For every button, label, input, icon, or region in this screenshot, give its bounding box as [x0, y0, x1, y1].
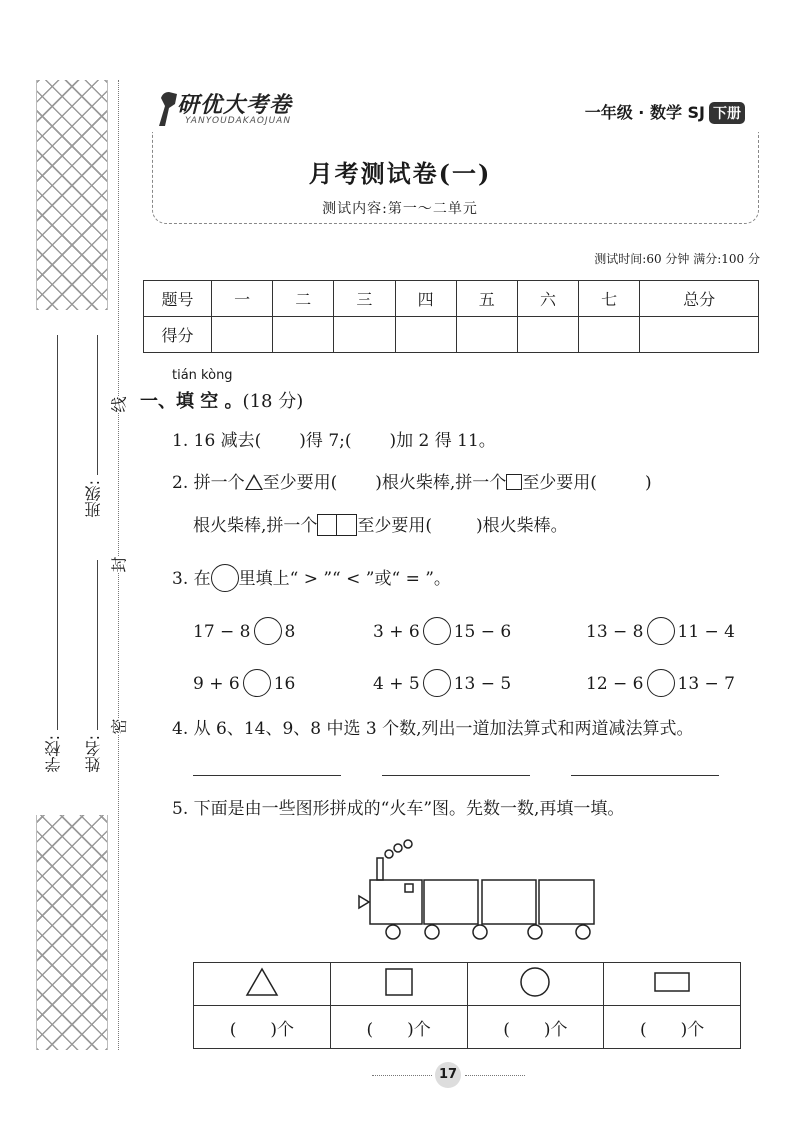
section-title — [140, 387, 303, 413]
shape-cell-square — [330, 963, 467, 1006]
score-table-header-row — [144, 281, 759, 317]
shape-count-table — [193, 962, 741, 1049]
page-subtitle: 测试内容:第一～二单元 — [322, 201, 478, 217]
engine-square — [370, 880, 422, 924]
bind-char-mi: 密 — [107, 718, 130, 734]
q2-text-c: )根火柴棒,拼一个 — [375, 473, 507, 493]
square-icon — [506, 474, 522, 490]
compare-left: 4 + 5 — [373, 674, 420, 694]
score-header-cell: 五 — [456, 281, 517, 317]
compare-item — [193, 617, 295, 645]
wheel-circle — [386, 925, 400, 939]
rectangle-icon — [653, 971, 691, 993]
score-input-cell[interactable] — [395, 317, 456, 353]
compare-right: 16 — [273, 674, 296, 694]
q2-text-a: 2. 拼一个 — [172, 473, 245, 493]
page-number: 17 — [435, 1062, 461, 1088]
count-answer-cell[interactable]: ( )个 — [467, 1006, 604, 1049]
volume-tag: 下册 — [709, 102, 745, 124]
score-table — [143, 280, 759, 353]
wheel-circle — [473, 925, 487, 939]
compare-item — [373, 617, 511, 645]
circle-icon — [211, 564, 239, 592]
q3-text-a: 3. 在 — [172, 569, 211, 589]
wheel-circle — [425, 925, 439, 939]
fist-logo-icon — [155, 88, 179, 128]
car-square — [482, 880, 536, 924]
q2-text-b: 至少要用( — [262, 473, 338, 493]
answer-line[interactable] — [193, 775, 341, 776]
triangle-icon — [245, 967, 279, 997]
compare-circle[interactable] — [423, 617, 451, 645]
compare-left: 13 − 8 — [586, 622, 644, 642]
compare-circle[interactable] — [423, 669, 451, 697]
q2-text-d: 至少要用( — [522, 473, 597, 493]
q3-text-b: 里填上“ > ”“ < ”或“ = ”。 — [238, 569, 451, 589]
margin-pattern-top — [36, 80, 108, 310]
question-4: 4. 从 6、14、9、8 中选 3 个数,列出一道加法算式和两道减法算式。 — [172, 719, 694, 739]
compare-circle[interactable] — [647, 669, 675, 697]
compare-circle[interactable] — [243, 669, 271, 697]
car-square — [539, 880, 594, 924]
compare-right: 13 − 7 — [677, 674, 735, 694]
score-header-cell: 三 — [334, 281, 395, 317]
question-2-line-1 — [172, 472, 652, 494]
class-label: 班级: — [84, 480, 103, 518]
compare-circle[interactable] — [647, 617, 675, 645]
question-2-line-2 — [193, 514, 568, 537]
count-answer-cell[interactable]: ( )个 — [604, 1006, 741, 1049]
wheel-circle — [576, 925, 590, 939]
name-label: 姓名: — [84, 735, 103, 773]
score-row-label: 得分 — [144, 317, 212, 353]
q2-text-f: 根火柴棒,拼一个 — [193, 516, 318, 536]
grade-text: 一年级 · 数学 SJ — [584, 103, 705, 122]
q2-text-e: ) — [644, 473, 652, 493]
count-answer-cell[interactable]: ( )个 — [194, 1006, 331, 1049]
score-input-cell[interactable] — [212, 317, 273, 353]
compare-left: 3 + 6 — [373, 622, 420, 642]
wheel-circle — [528, 925, 542, 939]
bind-char-feng: 封 — [107, 556, 130, 572]
school-blank-line — [57, 335, 58, 730]
brand-logo — [155, 88, 335, 134]
score-header-cell: 总分 — [640, 281, 759, 317]
page-dots-right — [465, 1075, 525, 1076]
score-header-cell: 题号 — [144, 281, 212, 317]
chimney-rectangle — [377, 858, 383, 880]
score-input-cell[interactable] — [334, 317, 395, 353]
school-label: 学校: — [44, 735, 63, 773]
score-header-cell: 七 — [579, 281, 640, 317]
question-1 — [172, 430, 496, 452]
square-icon — [384, 967, 414, 997]
compare-right: 15 − 6 — [453, 622, 512, 642]
count-row — [194, 1006, 741, 1049]
compare-right: 8 — [284, 622, 296, 642]
compare-circle[interactable] — [254, 617, 282, 645]
double-square-icon — [317, 514, 357, 536]
section-pinyin: tián kòng — [172, 368, 233, 383]
compare-item — [193, 669, 295, 697]
score-header-cell: 四 — [395, 281, 456, 317]
score-input-cell[interactable] — [579, 317, 640, 353]
smoke-circle — [404, 840, 412, 848]
score-input-cell[interactable] — [456, 317, 517, 353]
compare-item — [586, 617, 735, 645]
logo-text: 研优大考卷 — [177, 93, 293, 118]
logo-subtext: YANYOUDAKAOJUAN — [185, 116, 292, 126]
compare-item — [586, 669, 735, 697]
q2-text-h: )根火柴棒。 — [476, 516, 568, 536]
page-dots-left — [372, 1075, 432, 1076]
q2-text-g: 至少要用( — [357, 516, 433, 536]
score-input-cell[interactable] — [273, 317, 334, 353]
score-table-score-row — [144, 317, 759, 353]
window-square — [405, 884, 413, 892]
shape-cell-circle — [467, 963, 604, 1006]
car-square — [424, 880, 478, 924]
q1-text-b: )得 7;( — [299, 431, 352, 451]
front-triangle — [359, 896, 369, 908]
triangle-icon — [245, 474, 263, 490]
compare-right: 11 − 4 — [677, 622, 735, 642]
score-header-cell: 二 — [273, 281, 334, 317]
answer-line[interactable] — [571, 775, 719, 776]
page-title: 月考测试卷(一) — [308, 159, 492, 188]
compare-left: 9 + 6 — [193, 674, 240, 694]
score-header-cell: 一 — [212, 281, 273, 317]
bind-char-xian: 线 — [107, 396, 130, 412]
compare-left: 12 − 6 — [586, 674, 644, 694]
q1-text-c: )加 2 得 11。 — [389, 431, 496, 451]
score-header-cell: 六 — [517, 281, 578, 317]
time-score-info: 测试时间:60 分钟 满分:100 分 — [594, 252, 760, 266]
margin-pattern-bottom — [36, 815, 108, 1050]
score-input-cell[interactable] — [640, 317, 759, 353]
compare-item — [373, 669, 511, 697]
section-points: (18 分) — [242, 391, 304, 412]
question-3 — [172, 564, 451, 592]
answer-line[interactable] — [382, 775, 530, 776]
compare-left: 17 − 8 — [193, 622, 251, 642]
section-title-text: 一、填 空 。 — [140, 391, 243, 412]
class-blank-line — [97, 335, 98, 475]
shape-row — [194, 963, 741, 1006]
circle-icon — [519, 966, 551, 998]
name-blank-line — [97, 560, 98, 730]
grade-info — [585, 100, 745, 124]
shape-cell-rectangle — [604, 963, 741, 1006]
compare-right: 13 − 5 — [453, 674, 512, 694]
train-figure — [355, 836, 605, 946]
count-answer-cell[interactable]: ( )个 — [330, 1006, 467, 1049]
question-5: 5. 下面是由一些图形拼成的“火车”图。先数一数,再填一填。 — [172, 799, 625, 819]
shape-cell-triangle — [194, 963, 331, 1006]
smoke-circle — [385, 850, 393, 858]
smoke-circle — [394, 844, 402, 852]
q1-text-a: 1. 16 减去( — [172, 431, 262, 451]
score-input-cell[interactable] — [517, 317, 578, 353]
